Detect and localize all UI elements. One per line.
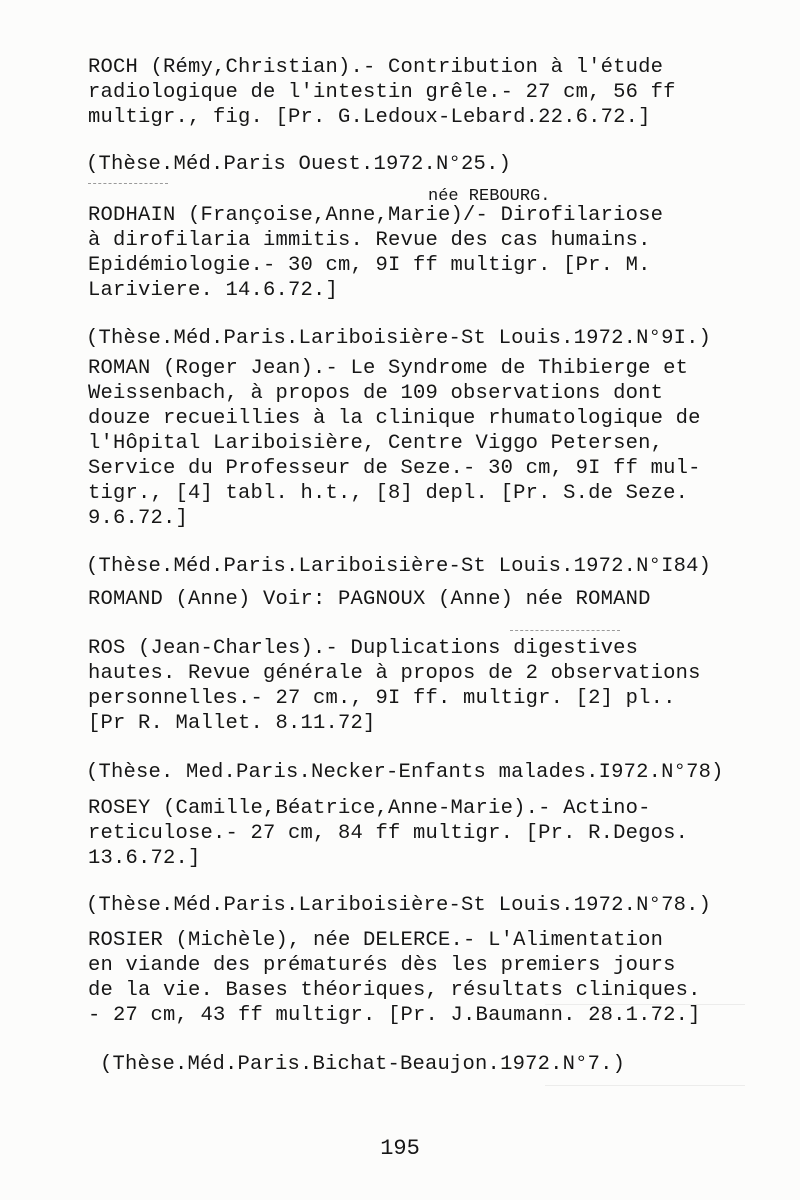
entry-roman-line-2: Weissenbach, à propos de 109 observations dont [88, 382, 664, 405]
entry-roman-line-7: 9.6.72.] [88, 507, 189, 530]
entry-rosier-line-4: - 27 cm, 43 ff multigr. [Pr. J.Baumann. 28.1.72.] [88, 1004, 701, 1027]
entry-rosey-line-1: ROSEY (Camille,Béatrice,Anne-Marie).- Actino- [88, 797, 651, 820]
entry-roman-line-1: ROMAN (Roger Jean).- Le Syndrome de Thibierge et [88, 357, 689, 380]
entry-rodhain-line-4: Lariviere. 14.6.72.] [88, 279, 339, 302]
page-number: 195 [380, 1136, 420, 1161]
entry-roch-thesis: (Thèse.Méd.Paris Ouest.1972.N°25.) [86, 153, 512, 176]
entry-roman-line-6: tigr., [4] tabl. h.t., [8] depl. [Pr. S.de Seze. [88, 482, 689, 505]
entry-ros-line-1: ROS (Jean-Charles).- Duplications digestives [88, 637, 639, 660]
entry-roman-line-3: douze recueillies à la clinique rhumatologique de [88, 407, 701, 430]
entry-rosier-line-2: en viande des prématurés dès les premiers jours [88, 954, 676, 977]
separator-rule [88, 183, 168, 184]
entry-roch-line-1: ROCH (Rémy,Christian).- Contribution à l'étude [88, 56, 664, 79]
entry-rodhain-line-1: RODHAIN (Françoise,Anne,Marie)/- Dirofilariose [88, 204, 664, 227]
entry-rodhain-superscript: née REBOURG. [428, 187, 551, 206]
entry-roch-line-2: radiologique de l'intestin grêle.- 27 cm, 56 ff [88, 81, 676, 104]
entry-roch-line-3: multigr., fig. [Pr. G.Ledoux-Lebard.22.6.72.] [88, 106, 651, 129]
entry-roman-thesis: (Thèse.Méd.Paris.Lariboisière-St Louis.1972.N°I84) [86, 555, 712, 578]
entry-rodhain-line-2: à dirofilaria immitis. Revue des cas humains. [88, 229, 651, 252]
entry-ros-line-3: personnelles.- 27 cm., 9I ff. multigr. [2] pl.. [88, 687, 676, 710]
bleed-through-shadow [545, 1004, 745, 1086]
entry-rosier-thesis: (Thèse.Méd.Paris.Bichat-Beaujon.1972.N°7.) [100, 1053, 626, 1076]
entry-ros-line-4: [Pr R. Mallet. 8.11.72] [88, 712, 376, 735]
entry-rodhain-thesis: (Thèse.Méd.Paris.Lariboisière-St Louis.1972.N°9I.) [86, 327, 712, 350]
entry-roman-line-5: Service du Professeur de Seze.- 30 cm, 9I ff mul- [88, 457, 701, 480]
entry-roman-line-4: l'Hôpital Lariboisière, Centre Viggo Petersen, [88, 432, 664, 455]
separator-rule [510, 630, 620, 631]
entry-rosey-line-3: 13.6.72.] [88, 847, 201, 870]
entry-rosey-thesis: (Thèse.Méd.Paris.Lariboisière-St Louis.1972.N°78.) [86, 894, 712, 917]
entry-rosey-line-2: reticulose.- 27 cm, 84 ff multigr. [Pr. R.Degos. [88, 822, 689, 845]
entry-ros-thesis: (Thèse. Med.Paris.Necker-Enfants malades.I972.N°78) [86, 761, 724, 784]
entry-ros-line-2: hautes. Revue générale à propos de 2 observations [88, 662, 701, 685]
entry-rosier-line-1: ROSIER (Michèle), née DELERCE.- L'Alimentation [88, 929, 664, 952]
entry-romand-line-1: ROMAND (Anne) Voir: PAGNOUX (Anne) née ROMAND [88, 588, 651, 611]
entry-rodhain-line-3: Epidémiologie.- 30 cm, 9I ff multigr. [Pr. M. [88, 254, 651, 277]
entry-rosier-line-3: de la vie. Bases théoriques, résultats cliniques. [88, 979, 701, 1002]
